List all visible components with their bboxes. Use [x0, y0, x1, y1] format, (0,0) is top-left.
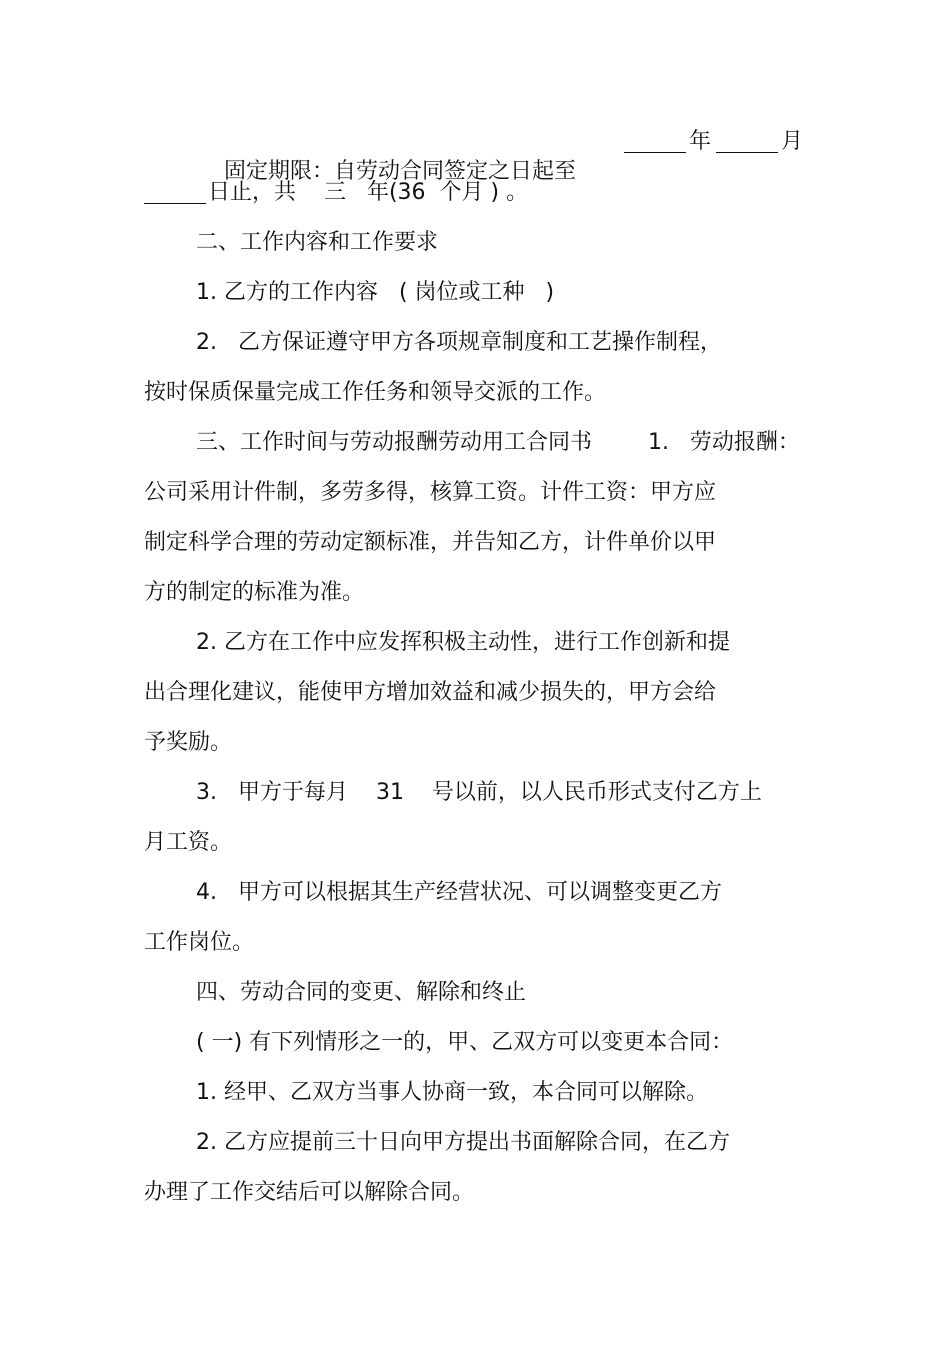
paragraph-line: 月工资。: [144, 830, 233, 855]
paragraph-line: 2. 乙方在工作中应发挥积极主动性，进行工作创新和提: [196, 630, 730, 655]
paragraph-line: 予奖励。: [144, 730, 233, 755]
term-duration-line: 日止，共 三 年(36 个月 ) 。: [208, 180, 529, 205]
paragraph-line: 4. 甲方可以根据其生产经营状况、可以调整变更乙方: [196, 880, 722, 905]
paragraph-line: 2. 乙方保证遵守甲方各项规章制度和工艺操作制程，: [196, 330, 722, 355]
section-heading-4: 四、劳动合同的变更、解除和终止: [196, 980, 527, 1005]
paragraph-line: 公司采用计件制，多劳多得，核算工资。计件工资：甲方应: [144, 480, 717, 505]
paragraph-line: 2. 乙方应提前三十日向甲方提出书面解除合同，在乙方: [196, 1130, 730, 1155]
section-heading-2: 二、工作内容和工作要求: [196, 230, 439, 255]
year-label: 年: [689, 129, 712, 154]
paragraph-line: 1. 经甲、乙双方当事人协商一致，本合同可以解除。: [196, 1080, 708, 1105]
month-label: 月: [781, 129, 804, 154]
day-blank: [144, 183, 206, 204]
paragraph-line: 3. 甲方于每月 31 号以前，以人民币形式支付乙方上: [196, 780, 762, 805]
paragraph-line: ( 一) 有下列情形之一的，甲、乙双方可以变更本合同：: [196, 1030, 734, 1055]
section-heading-3: 三、工作时间与劳动报酬劳动用工合同书 1. 劳动报酬：: [196, 430, 800, 455]
paragraph-line: 办理了工作交结后可以解除合同。: [144, 1180, 475, 1205]
month-blank: [716, 132, 778, 153]
paragraph-line: 1. 乙方的工作内容 ( 岗位或工种 ): [196, 280, 555, 305]
paragraph-line: 出合理化建议，能使甲方增加效益和减少损失的，甲方会给: [144, 680, 717, 705]
paragraph-line: 制定科学合理的劳动定额标准，并告知乙方，计件单价以甲: [144, 530, 717, 555]
paragraph-line: 方的制定的标准为准。: [144, 580, 365, 605]
paragraph-line: 按时保质保量完成工作任务和领导交派的工作。: [144, 380, 607, 405]
year-blank: [624, 132, 686, 153]
paragraph-line: 工作岗位。: [144, 930, 255, 955]
fixed-term-text: 固定期限：自劳动合同签定之日起至: [223, 159, 576, 184]
